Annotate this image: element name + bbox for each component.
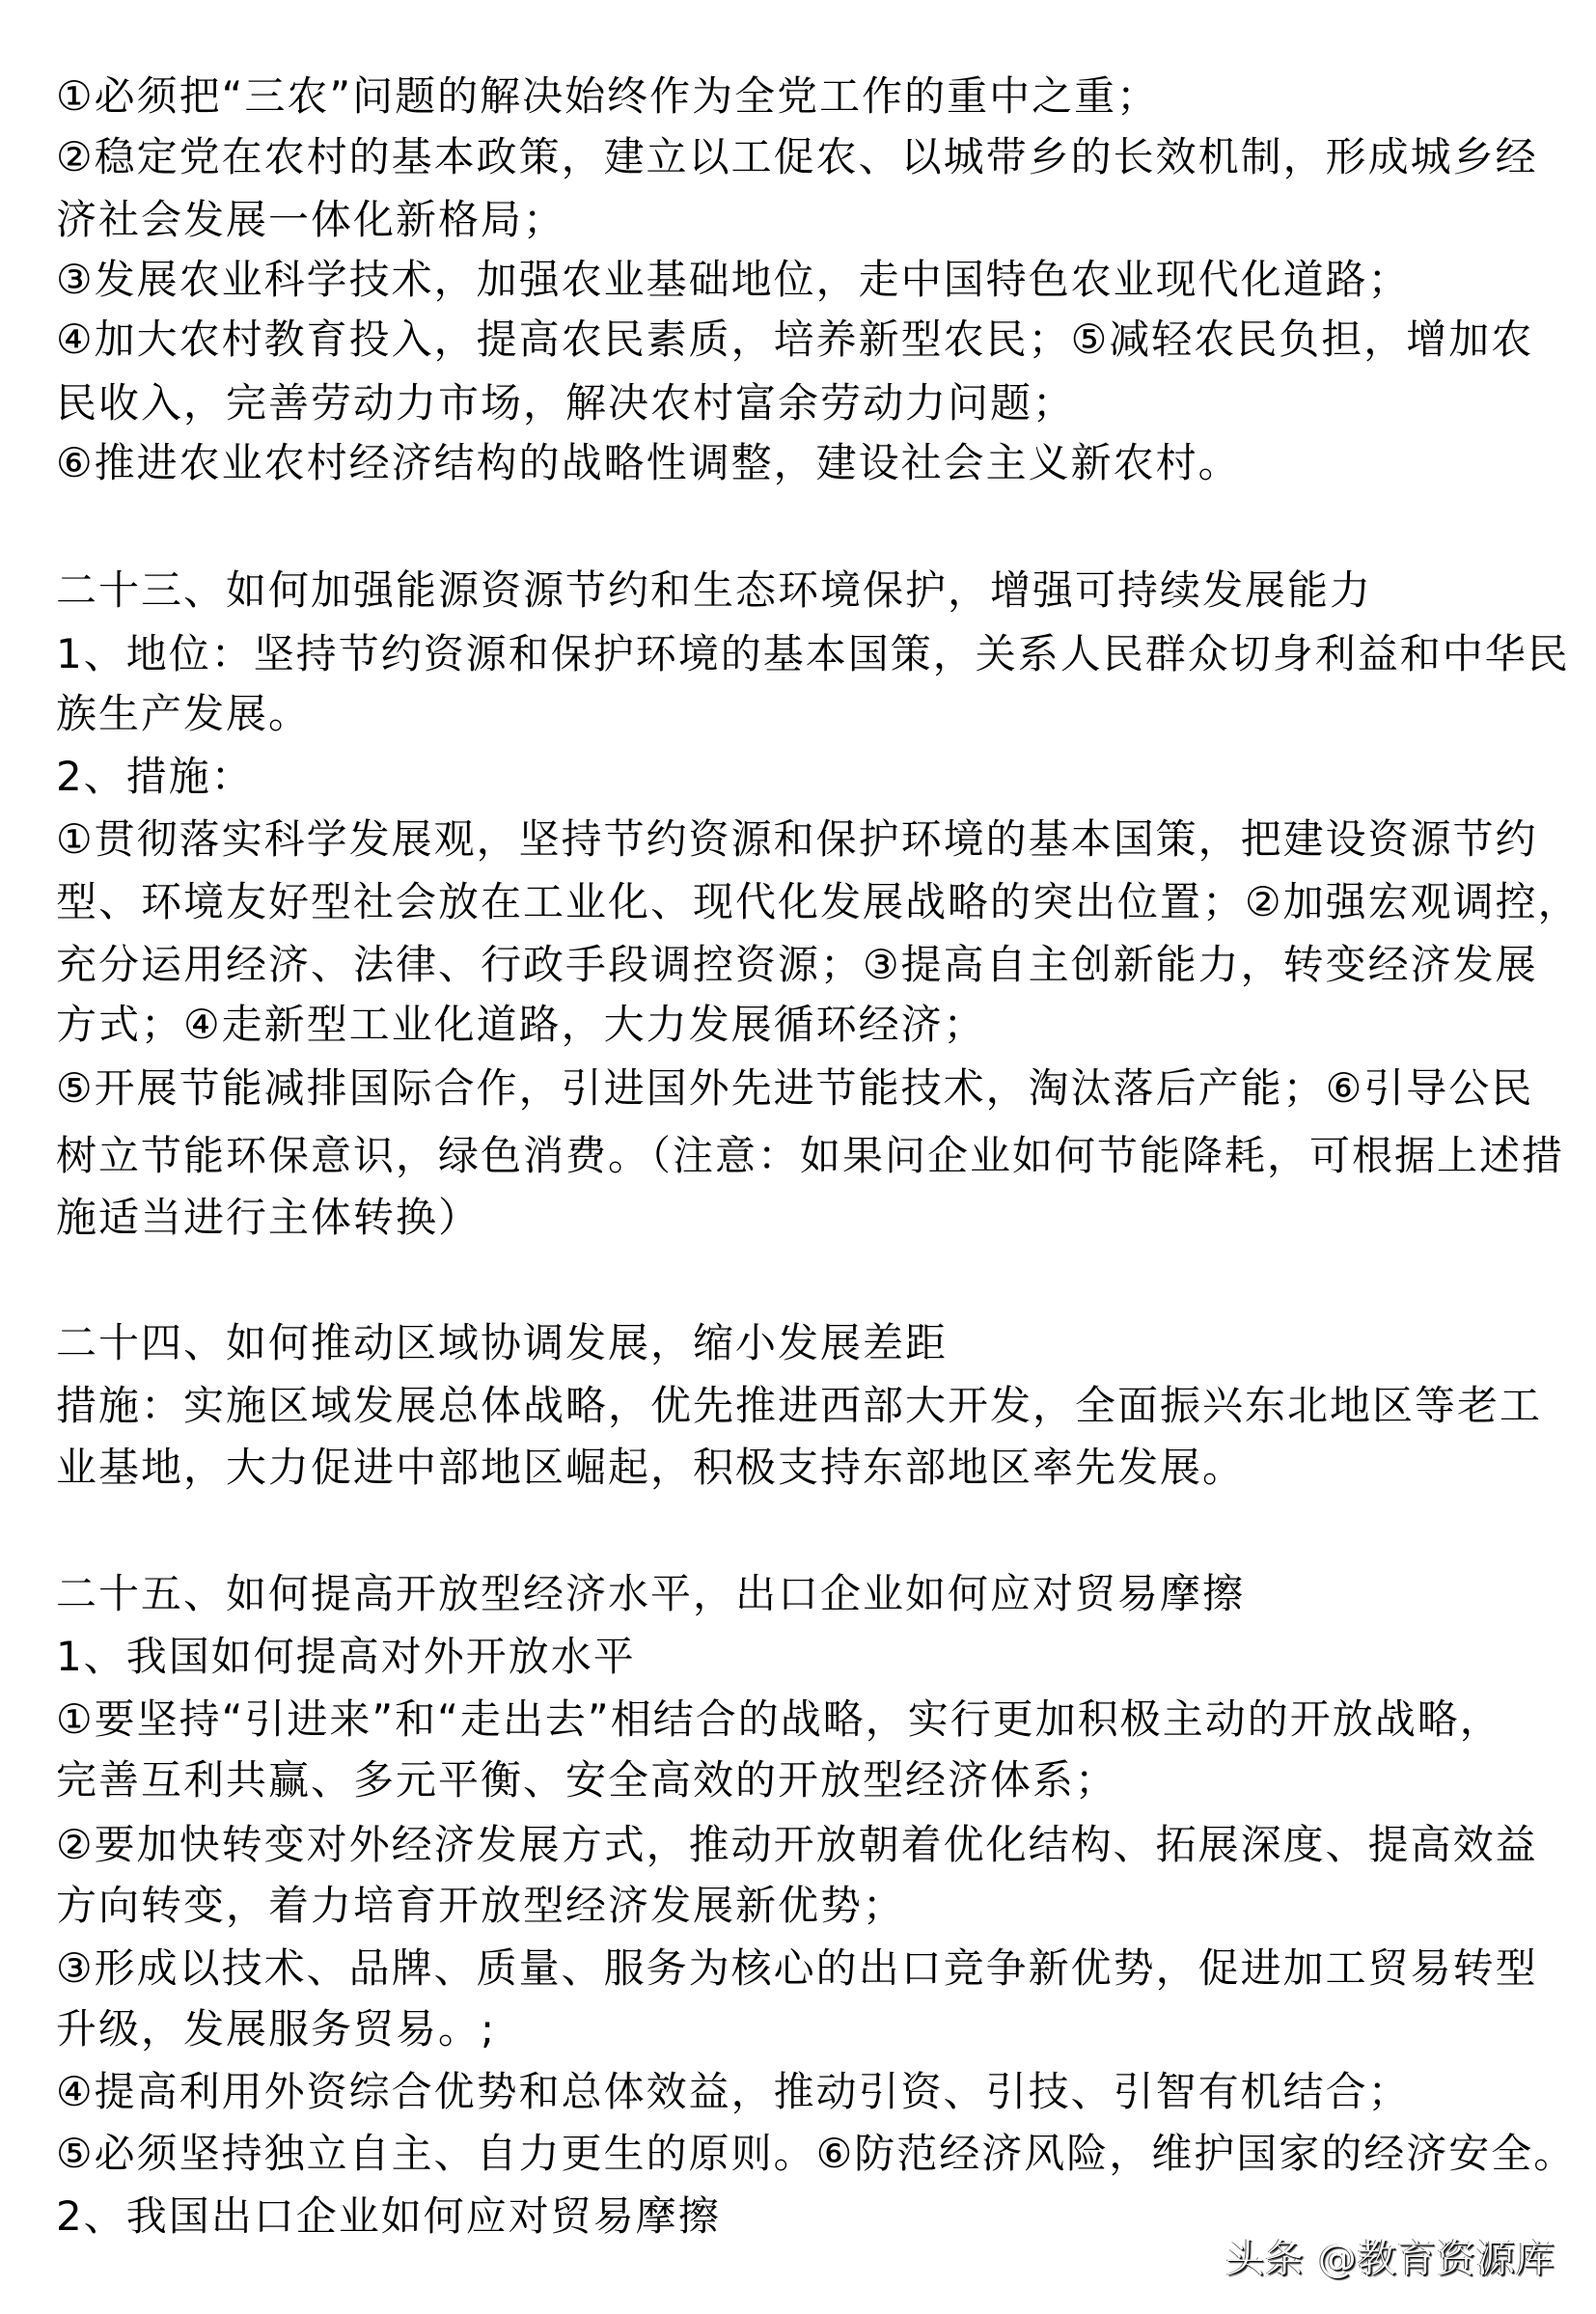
- text-line: ⑤必须坚持独立自主、自力更生的原则。⑥防范经济风险，维护国家的经济安全。: [56, 2130, 1577, 2177]
- text-line: ⑥推进农业农村经济结构的战略性调整，建设社会主义新农村。: [56, 439, 1241, 486]
- text-line: 施适当进行主体转换）: [56, 1194, 482, 1241]
- text-line: 业基地，大力促进中部地区崛起，积极支持东部地区率先发展。: [56, 1444, 1246, 1491]
- text-line: 升级，发展服务贸易。;: [56, 2005, 497, 2052]
- text-line: ②要加快转变对外经济发展方式，推动开放朝着优化结构、拓展深度、提高效益: [56, 1821, 1538, 1868]
- text-line: ③形成以技术、品牌、质量、服务为核心的出口竞争新优势，促进加工贸易转型: [56, 1944, 1538, 1992]
- text-line: 民收入，完善劳动力市场，解决农村富余劳动力问题；: [56, 379, 1076, 427]
- section-heading-23: 二十三、如何加强能源资源节约和生态环境保护，增强可持续发展能力: [56, 566, 1373, 614]
- section-heading-25: 二十五、如何提高开放型经济水平，出口企业如何应对贸易摩擦: [56, 1570, 1246, 1617]
- text-line: ①必须把“三农”问题的解决始终作为全党工作的重中之重；: [56, 72, 1160, 120]
- section-heading-24: 二十四、如何推动区域协调发展，缩小发展差距: [56, 1319, 949, 1366]
- text-line: 2、我国出口企业如何应对贸易摩擦: [56, 2192, 721, 2240]
- text-line: 族生产发展。: [56, 690, 312, 737]
- text-line: ②稳定党在农村的基本政策，建立以工促农、以城带乡的长效机制，形成城乡经: [56, 133, 1538, 180]
- text-line: 方式；④走新型工业化道路，大力发展循环经济；: [56, 1001, 986, 1048]
- text-line: 2、措施：: [56, 753, 254, 800]
- text-line: 方向转变，着力培育开放型经济发展新优势；: [56, 1882, 906, 1929]
- text-line: ④提高利用外资综合优势和总体效益，推动引资、引技、引智有机结合；: [56, 2068, 1411, 2115]
- text-line: ①要坚持“引进来”和“走出去”相结合的战略，实行更加积极主动的开放战略，: [56, 1695, 1502, 1743]
- text-line: ④加大农村教育投入，提高农民素质，培养新型农民；⑤减轻农民负担，增加农: [56, 316, 1534, 363]
- text-line: ①贯彻落实科学发展观，坚持节约资源和保护环境的基本国策，把建设资源节约: [56, 815, 1538, 863]
- text-line: 型、环境友好型社会放在工业化、现代化发展战略的突出位置；②加强宏观调控，: [56, 878, 1581, 925]
- text-line: 树立节能环保意识，绿色消费。（注意：如果问企业如何节能降耗，可根据上述措: [56, 1132, 1565, 1179]
- text-line: 1、地位：坚持节约资源和保护环境的基本国策，关系人民群众切身利益和中华民: [56, 630, 1570, 677]
- text-line: 1、我国如何提高对外开放水平: [56, 1633, 636, 1680]
- text-line: 措施：实施区域发展总体战略，优先推进西部大开发，全面振兴东北地区等老工: [56, 1382, 1543, 1429]
- text-line: 完善互利共赢、多元平衡、安全高效的开放型经济体系；: [56, 1756, 1118, 1804]
- text-line: ⑤开展节能减排国际合作，引进国外先进节能技术，淘汰落后产能；⑥引导公民: [56, 1064, 1534, 1112]
- text-line: ③发展农业科学技术，加强农业基础地位，走中国特色农业现代化道路；: [56, 256, 1411, 303]
- text-line: 充分运用经济、法律、行政手段调控资源；③提高自主创新能力，转变经济发展: [56, 941, 1538, 988]
- watermark: 头条 @教育资源库: [1225, 2237, 1555, 2281]
- text-line: 济社会发展一体化新格局；: [56, 196, 566, 243]
